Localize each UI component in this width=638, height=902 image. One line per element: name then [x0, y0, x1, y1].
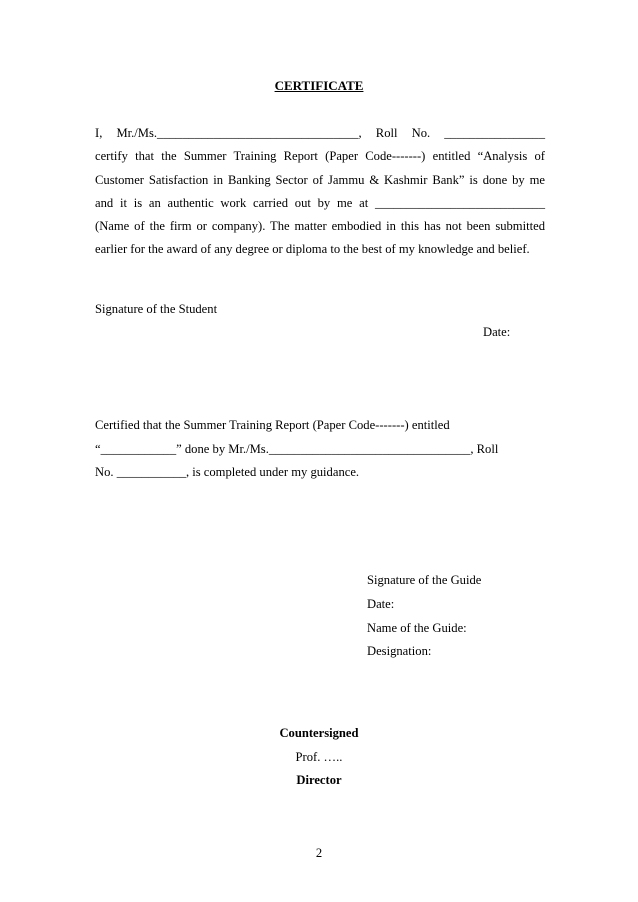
paragraph-line: Customer Satisfaction in Banking Sector of Jammu & Kashmir Bank” is done by me [95, 172, 545, 187]
countersigned-heading: Countersigned [279, 726, 359, 740]
paragraph-line: earlier for the award of any degree or diploma to the best of my knowledge and belief. [95, 242, 530, 257]
student-signature-label: Signature of the Student [95, 302, 218, 316]
paragraph-line: I, Mr./Ms.________________________________, Roll No. ________________ [95, 126, 545, 140]
countersigned-designation: Director [296, 773, 342, 787]
guide-date-label: Date: [367, 596, 395, 611]
paragraph-line: certify that the Summer Training Report (Paper Code-------) entitled “Analysis of [95, 149, 545, 164]
guide-signature-label: Signature of the Guide [367, 573, 482, 587]
certification-line: “____________” done by Mr./Ms.________________________________, Roll [95, 441, 499, 456]
countersigned-name: Prof. ….. [295, 750, 343, 764]
certification-line: No. ___________, is completed under my guidance. [95, 465, 360, 479]
student-date-label: Date: [483, 325, 511, 339]
guide-designation-label: Designation: [367, 644, 432, 659]
certification-line: Certified that the Summer Training Report (Paper Code-------) entitled [95, 418, 450, 432]
guide-signature-block [367, 569, 481, 664]
paragraph-line: (Name of the firm or company). The matter embodied in this has not been submitted [95, 219, 545, 234]
certificate-title: CERTIFICATE [274, 78, 364, 93]
page-number: 2 [315, 846, 323, 860]
paragraph-line: and it is an authentic work carried out by me at ___________________________ [95, 195, 545, 210]
declaration-paragraph [95, 122, 545, 262]
guide-name-label: Name of the Guide: [367, 620, 467, 635]
guide-certification-paragraph [95, 414, 498, 485]
